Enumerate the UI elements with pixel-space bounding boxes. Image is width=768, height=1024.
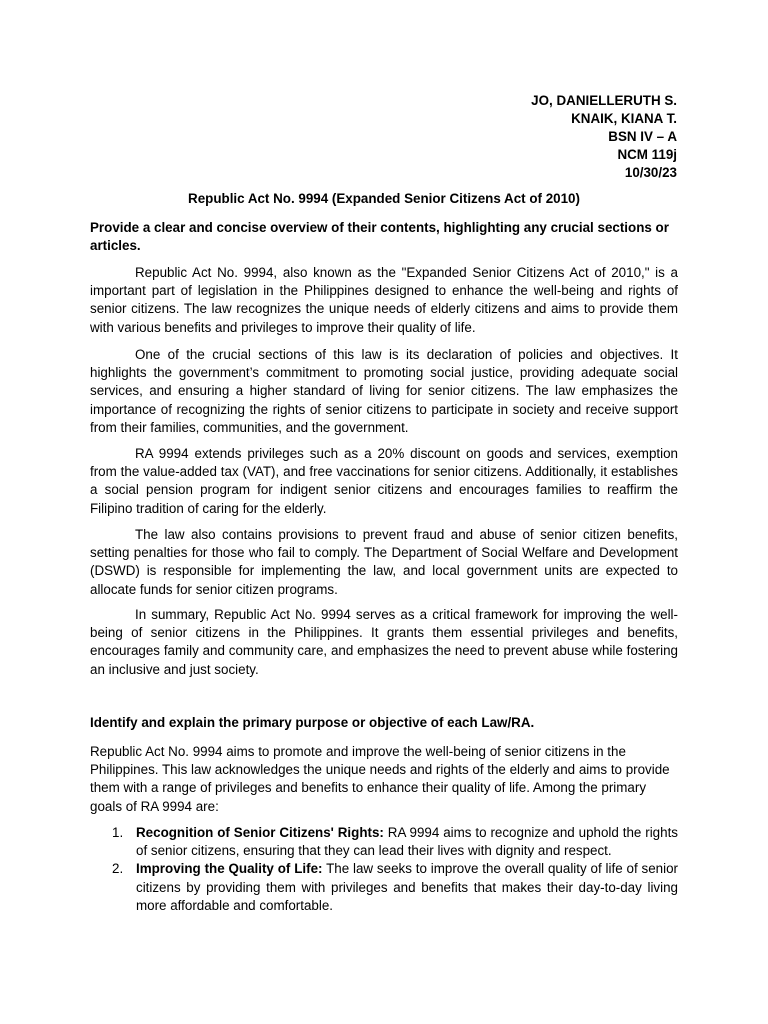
- date: 10/30/23: [624, 165, 677, 180]
- paragraph: Republic Act No. 9994, also known as the "Expanded Senior Citizens Act of 2010," is a important part of legislation in the Philippines designed to enhance the well-being and rights of senior citizens. The law recognizes the unique needs of elderly citizens and aims to provide them with various benefits and privileges to improve their quality of life.: [90, 265, 678, 335]
- list-item: [90, 860, 678, 915]
- list-number: 1.: [112, 825, 124, 840]
- paragraph: The law also contains provisions to prevent fraud and abuse of senior citizen benefits, setting penalties for those who fail to comply. The Department of Social Welfare and Development (DSWD) is responsible for implementing the law, and local government units are expected to allocate funds for senior citizen programs.: [90, 527, 678, 597]
- list-item: [90, 824, 678, 860]
- author-name-1: JO, DANIELLERUTH S.: [531, 93, 677, 108]
- list-item-heading: Recognition of Senior Citizens' Rights:: [136, 825, 384, 840]
- list-item-text: The law seeks to improve the overall quality of life of senior citizens by providing them with privileges and benefits that makes their day-to-day living more affordable and comfortable.: [136, 861, 678, 913]
- author-name-2: KNAIK, KIANA T.: [571, 111, 677, 126]
- goals-list: [90, 824, 678, 915]
- document-title: Republic Act No. 9994 (Expanded Senior Citizens Act of 2010): [188, 191, 580, 206]
- question-2: Identify and explain the primary purpose or objective of each Law/RA.: [90, 715, 535, 730]
- section-label: BSN IV – A: [608, 129, 677, 144]
- paragraph: RA 9994 extends privileges such as a 20% discount on goods and services, exemption from the value-added tax (VAT), and free vaccinations for senior citizens. Additionally, it establishes a social pension program for indigent senior citizens and encourages families to reaffirm the Filipino tradition of caring for the elderly.: [90, 446, 678, 516]
- course-code: NCM 119j: [617, 147, 677, 162]
- list-item-heading: Improving the Quality of Life:: [136, 861, 323, 877]
- intro-paragraph: Republic Act No. 9994 aims to promote and improve the well-being of senior citizens in the Philippines. This law acknowledges the unique needs and rights of the elderly and aims to provide them with a range of privileges and benefits to enhance their quality of life. Among the primary goals of RA 9994 are:: [90, 744, 670, 814]
- list-number: 2.: [112, 861, 124, 877]
- paragraph: One of the crucial sections of this law is its declaration of policies and objectives. It highlights the government’s commitment to promoting social justice, providing adequate social services, and ensuring a higher standard of living for senior citizens. The law emphasizes the importance of recognizing the rights of senior citizens to participate in society and receive support from their families, communities, and the government.: [90, 347, 678, 435]
- question-1: Provide a clear and concise overview of their contents, highlighting any crucial sections or articles.: [90, 220, 669, 253]
- author-header: [531, 92, 677, 182]
- list-item-text: RA 9994 aims to recognize and uphold the rights of senior citizens, ensuring that they can lead their lives with dignity and respect.: [136, 825, 678, 859]
- paragraph: In summary, Republic Act No. 9994 serves as a critical framework for improving the well-being of senior citizens in the Philippines. It grants them essential privileges and benefits, encourages family and community care, and emphasizes the need to prevent abuse while fostering an inclusive and just society.: [90, 607, 678, 677]
